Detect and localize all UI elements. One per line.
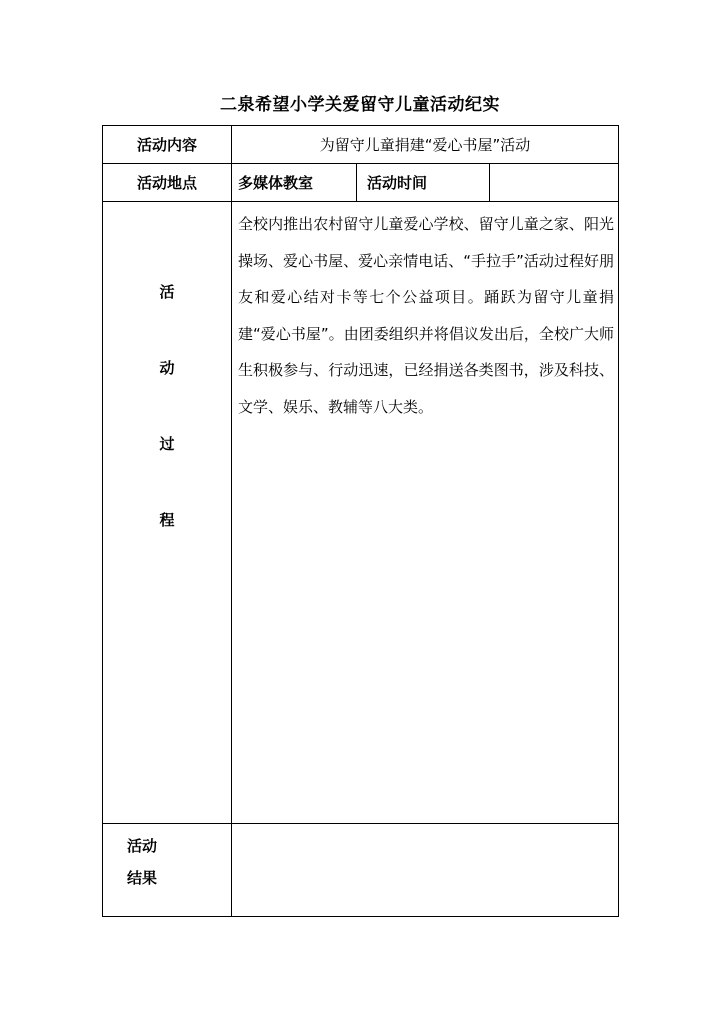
result-label bbox=[103, 824, 232, 917]
process-label-char-1: 活 bbox=[159, 283, 175, 301]
location-value: 多媒体教室 bbox=[232, 164, 357, 202]
process-label bbox=[103, 202, 232, 824]
content-row bbox=[103, 126, 619, 164]
activity-record-table bbox=[102, 125, 619, 917]
result-row bbox=[103, 824, 619, 917]
content-value: 为留守儿童捐建“爱心书屋”活动 bbox=[232, 126, 619, 164]
result-label-line-2: 结果 bbox=[127, 869, 158, 887]
process-description: 全校内推出农村留守儿童爱心学校、留守儿童之家、阳光操场、爱心书屋、爱心亲情电话、“手拉手”活动过程好朋友和爱心结对卡等七个公益项目。踊跃为留守儿童捐建“爱心书屋”。由团委组织并将倡议发出后，全校广大师生积极参与、行动迅速，已经捐送各类图书，涉及科技、文学、娱乐、教辅等八大类。 bbox=[232, 202, 619, 824]
location-label: 活动地点 bbox=[103, 164, 232, 202]
process-label-char-2: 动 bbox=[159, 359, 175, 377]
result-value bbox=[232, 824, 619, 917]
process-label-char-3: 过 bbox=[159, 435, 175, 453]
process-row bbox=[103, 202, 619, 824]
time-value bbox=[490, 164, 619, 202]
content-label: 活动内容 bbox=[103, 126, 232, 164]
process-label-char-4: 程 bbox=[159, 511, 175, 529]
document-title: 二泉希望小学关爱留守儿童活动纪实 bbox=[220, 95, 500, 115]
location-row bbox=[103, 164, 619, 202]
result-label-line-1: 活动 bbox=[127, 837, 158, 855]
time-label: 活动时间 bbox=[357, 164, 490, 202]
